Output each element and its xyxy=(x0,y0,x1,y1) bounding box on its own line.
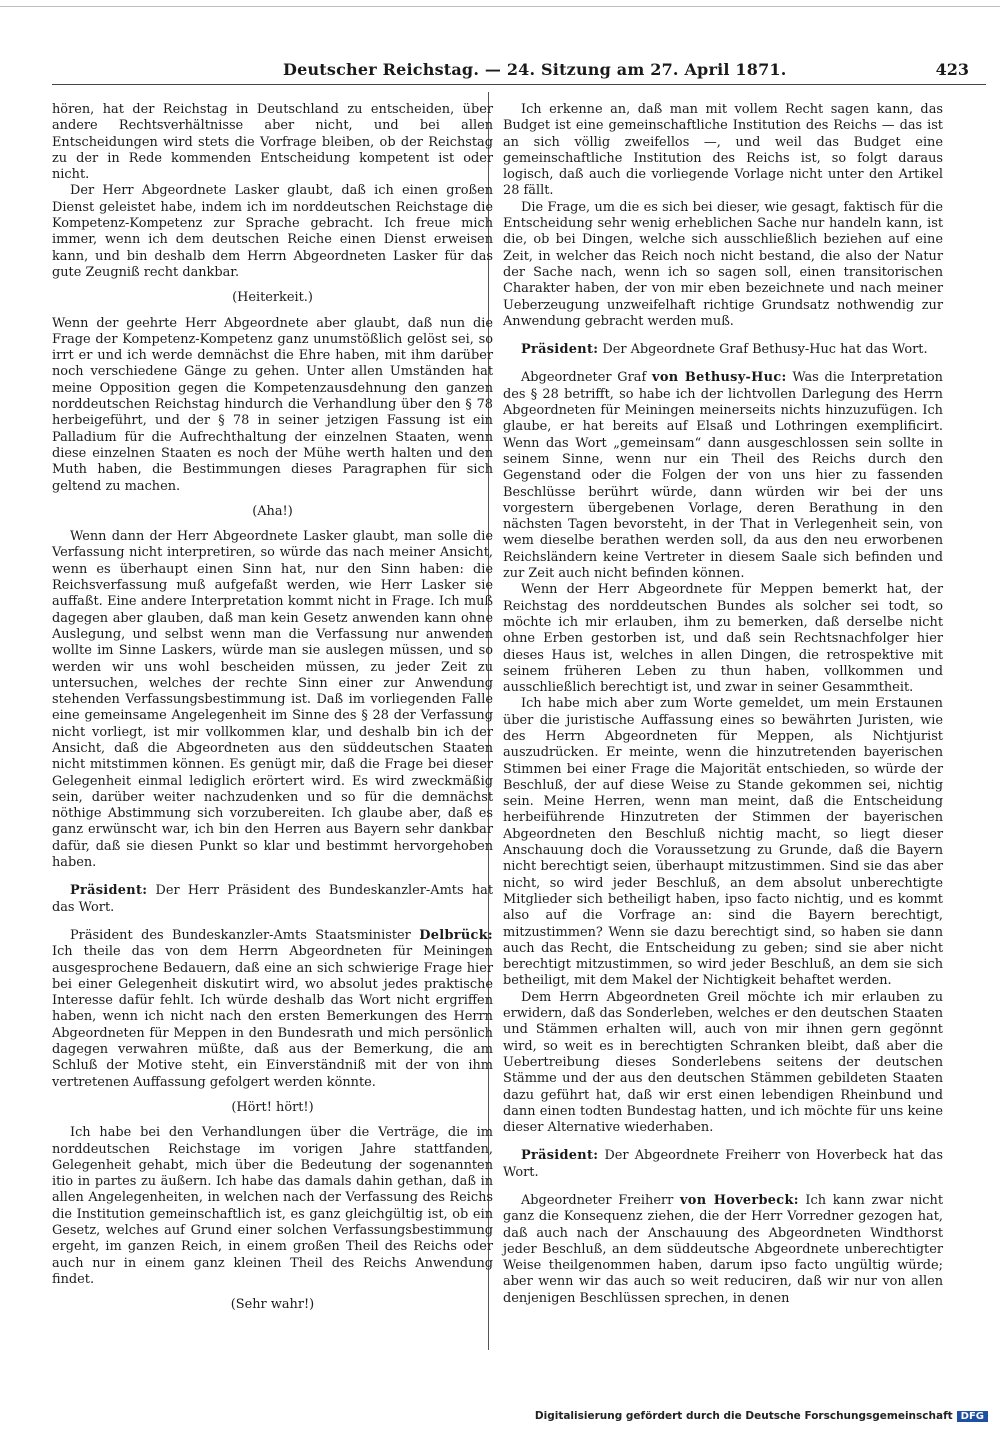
paragraph: Ich habe mich aber zum Worte gemeldet, um mein Erstaunen über die juristische Auffassung eines so bewährten Juristen, wie des Herrn Abgeordneten für Meppen, als Nichtjurist auszudrücken. Er meinte, wenn die hinzutretenden bayerischen Stimmen bei einer Frage die Majorität entschieden, so würde der Beschluß, der auf diese Weise zu Stande gekommen sei, nichtig sein. Meine Herren, wenn man meint, daß die Entscheidung herbeiführende Hinzutreten der Stimmen der bayerischen Abgeordneten den Beschluß nichtig macht, so liegt dieser Anschauung doch die Voraussetzung zu Grunde, daß die Bayern nicht berechtigt seien, überhaupt mitzustimmen. Sind sie das aber nicht, so wird jeder Beschluß, an dem absolut unberechtigte Mitglieder sich betheiligt haben, ipso facto nichtig, und es kommt also auf die Vorfrage an: sind die Bayern berechtigt, mitzustimmen? Wenn sie dazu berechtigt sind, so haben sie dann auch das Recht, die Entscheidung zu geben; sind sie aber nicht berechtigt mitzustimmen, so wird jeder Beschluß, an dem sie sich betheiligt, mit dem Makel der Nichtigkeit behaftet werden. xyxy=(503,696,943,989)
remark: (Hört! hört!) xyxy=(231,1099,314,1115)
speaker-paragraph xyxy=(52,928,493,1091)
speaker-paragraph xyxy=(503,1148,943,1181)
paragraph: Ich erkenne an, daß man mit vollem Recht sagen kann, das Budget ist eine gemeinschaftliche Institution des Reichs — das ist an sich völlig zweifellos —, und weil das Budget eine gemeinschaftliche Institution des Reichs ist, so folgt daraus logisch, daß auch die vorliegende Vorlage nicht unter den Artikel 28 fällt. xyxy=(503,102,943,199)
scan-edge xyxy=(0,0,1000,7)
paragraph: Die Frage, um die es sich bei dieser, wie gesagt, faktisch für die Entscheidung sehr wenig erheblichen Sache nur handeln kann, ist die, ob bei Dingen, welche sich ausschließlich beziehen auf eine Zeit, in welcher das Reich noch nicht bestand, die also der Natur der Sache nach, wenn ich so sagen soll, einen transitorischen Charakter haben, der von mir eben bezeichnete und nach meiner Ueberzeugung unzweifelhaft richtige Grundsatz nothwendig zur Anwendung gebracht werden muß. xyxy=(503,199,943,329)
speech-text: Der Abgeordnete Graf Bethusy-Huc hat das Wort. xyxy=(598,342,928,358)
speaker-paragraph xyxy=(503,370,943,582)
speaker-name: Präsident: xyxy=(521,342,599,358)
header-rule xyxy=(52,84,986,85)
paragraph: Wenn dann der Herr Abgeordnete Lasker glaubt, man solle die Verfassung nicht interpretiren, so würde das nach meiner Ansicht, wenn es überhaupt einen Sinn hat, nur den Sinn haben: die Reichsverfassung muß aufgefaßt werden, wie Herr Lasker sie auffaßt. Eine andere Interpretation kommt nicht in Frage. Ich muß dagegen aber glauben, daß man kein Gesetz anwenden kann ohne Auslegung, und selbst wenn man die Verfassung nur anwenden wollte im Sinne Laskers, würde man sie auslegen müssen, und so werden wir uns wohl bescheiden müssen, zu jeder Zeit zu untersuchen, welches der rechte Sinn einer zur Anwendung stehenden Verfassungsbestimmung ist. Daß im vorliegenden Falle eine gemeinsame Angelegenheit im Sinne des § 28 der Verfassung nicht vorliegt, ist mir vollkommen klar, und deshalb bin ich der Ansicht, daß die Abgeordneten aus den süddeutschen Staaten nicht mitstimmen können. Es genügt mir, daß die Frage bei dieser Gelegenheit einmal lediglich erörtert wird. Es wird zweckmäßig sein, darüber weiter nachzudenken und so für die demnächst nöthige Abstimmung sich vorzubereiten. Ich glaube aber, daß es ganz erwünscht war, ich bin den Herren aus Bayern sehr dankbar dafür, daß sie diesen Punkt so klar und bestimmt hervorgehoben haben. xyxy=(52,529,493,871)
paragraph: Der Herr Abgeordnete Lasker glaubt, daß ich einen großen Dienst geleistet habe, indem ich im norddeutschen Reichstage die Kompetenz-Kompetenz zur Sprache gebracht. Ich freue mich immer, wenn ich dem deutschen Reiche einen Dienst erweisen kann, und bin deshalb dem Herrn Abgeordneten Lasker für das gute Zeugniß recht dankbar. xyxy=(52,183,493,280)
dfg-logo: DFG xyxy=(957,1411,988,1422)
paragraph: Wenn der Herr Abgeordnete für Meppen bemerkt hat, der Reichstag des norddeutschen Bundes als solcher sei todt, so möchte ich mir erlauben, ihm zu bemerken, daß derselbe nicht ohne Erben gestorben ist, und daß sein Rechtsnachfolger hier dieses Haus ist, welches in allen Dingen, die retrospektive mit seinem früheren Leben zu thun haben, vollkommen und ausschließlich berechtigt ist, und zwar in seiner Gesammtheit. xyxy=(503,582,943,696)
left-column xyxy=(52,102,493,1322)
speaker-paragraph xyxy=(52,883,493,916)
speaker-name: Delbrück: xyxy=(419,927,493,943)
paragraph: hören, hat der Reichstag in Deutschland zu entscheiden, über andere Rechtsverhältnisse aber nicht, und bei allen Entscheidungen wird stets die Vorfrage bleiben, ob der Reichstag zu der in Rede kommenden Entscheidung kompetent ist oder nicht. xyxy=(52,102,493,183)
remark: (Heiterkeit.) xyxy=(232,290,313,306)
speech-text: Was die Interpretation des § 28 betrifft, so habe ich der lichtvollen Darlegung des Herrn Abgeordneten für Meiningen meinerseits nichts hinzuzufügen. Ich glaube, er hat bereits auf Elsaß und Lothringen exemplificirt. Wenn das Wort „gemeinsam“ dann ausgeschlossen sein sollte in seinem Sinne, wenn nur ein Theil des Reichs durch den Gegenstand oder die Folgen der von uns hier zu fassenden Beschlüsse berührt würde, dann würden wir bei der uns vorgestern übergebenen Vorlage, deren Berathung in den nächsten Tagen bevorsteht, in der That in Verlegenheit sein, von wem dieselbe berathen werden soll, da aus den neu erworbenen Reichsländern keine Vertreter in diesem Saale sich befinden und zur Zeit auch nicht befinden können. xyxy=(503,370,943,582)
speech-text: Der Herr Präsident des Bundeskanzler-Amts hat das Wort. xyxy=(52,883,493,915)
paragraph: Dem Herrn Abgeordneten Greil möchte ich mir erlauben zu erwidern, daß das Sonderleben, welches er den deutschen Staaten und Stämmen erhalten will, auch von mir ihnen gern gegönnt wird, so weit es in berechtigten Schranken bleibt, daß aber die Uebertreibung dieses Sonderlebens seitens der deutschen Stämme und der aus den deutschen Stämmen gebildeten Staaten dazu geführt hat, daß wir erst einen lebendigen Rheinbund und dann einen todten Bundestag hatten, und ich möchte für uns keine dieser Alternative wiederhaben. xyxy=(503,989,943,1136)
speaker-intro: Abgeordneter Graf xyxy=(521,370,653,386)
remark: (Aha!) xyxy=(252,503,293,519)
page-number: 423 xyxy=(935,60,969,79)
remark: (Sehr wahr!) xyxy=(230,1297,315,1313)
speaker-name: Präsident: xyxy=(521,1148,599,1164)
paragraph: Wenn der geehrte Herr Abgeordnete aber glaubt, daß nun die Frage der Kompetenz-Kompetenz ganz unumstößlich gelöst sei, so irrt er und ich werde demnächst die Ehre haben, mit ihm darüber noch verschiedene Gänge zu gehen. Unter allen Umständen hat meine Opposition gegen die Kompetenzausdehnung den ganzen norddeutschen Reichstag hindurch die Verhandlung über den § 78 herbeigeführt, und der § 78 in seiner jetzigen Fassung ist ein Palladium für die Aufrechthaltung der einzelnen Staaten, wenn diese einzelnen Staaten es noch der Mühe werth halten und den Muth haben, die Bestimmungen dieses Paragraphen für sich geltend zu machen. xyxy=(52,315,493,494)
digitization-credit xyxy=(535,1410,988,1422)
speech-text: Ich kann zwar nicht ganz die Konsequenz ziehen, die der Herr Vorredner gezogen hat, daß auch nach der Anschauung des Abgeordneten Windthorst jeder Beschluß, an dem süddeutsche Abgeordnete unberechtigter Weise theilgenommen haben, darum ipso facto ungültig würde; aber wenn wir das auch so weit reduciren, daß wir nur von allen denjenigen Beschlüssen sprechen, in denen xyxy=(503,1193,943,1306)
speech-text: Der Abgeordnete Freiherr von Hoverbeck hat das Wort. xyxy=(503,1148,943,1180)
speaker-intro: Präsident des Bundeskanzler-Amts Staatsminister xyxy=(70,927,420,943)
credit-text: Digitalisierung gefördert durch die Deutsche Forschungsgemeinschaft xyxy=(534,1410,953,1422)
speaker-name: von Hoverbeck: xyxy=(680,1193,799,1208)
running-title: Deutscher Reichstag. — 24. Sitzung am 27. April 1871. xyxy=(283,60,787,79)
speaker-paragraph xyxy=(503,1193,943,1307)
right-column xyxy=(503,102,943,1307)
speaker-paragraph xyxy=(503,342,943,358)
speaker-name: Präsident: xyxy=(70,883,148,899)
page-header xyxy=(283,60,983,84)
speaker-name: von Bethusy-Huc: xyxy=(652,370,787,386)
paragraph: Ich habe bei den Verhandlungen über die Verträge, die im norddeutschen Reichstage im vorigen Jahre stattfanden, Gelegenheit gehabt, mich über die Bedeutung der sogenannten itio in partes zu äußern. Ich habe das damals dahin gethan, daß in allen Angelegenheiten, in welchen nach der Verfassung des Reichs die Institution gemeinschaftlich ist, es ganz gleichgültig ist, ob ein Gesetz, welches auf Grund einer solchen Verfassungsbestimmung ergeht, im ganzen Reich, in einem großen Theil des Reichs oder auch nur in einem ganz kleinen Theil des Reichs Anwendung findet. xyxy=(52,1125,493,1287)
speaker-intro: Abgeordneter Freiherr xyxy=(521,1193,680,1208)
speech-text: Ich theile das von dem Herrn Abgeordneten für Meiningen ausgesprochene Bedauern, daß eine an sich schwierige Frage hier bei einer Gelegenheit diskutirt wird, wo absolut jedes praktische Interesse dafür fehlt. Ich würde deshalb das Wort nicht ergriffen haben, wenn ich nicht nach den ersten Bemerkungen des Herrn Abgeordneten für Meppen in den Bundesrath und mich persönlich dagegen verwahren müßte, daß aus der Bemerkung, die am Schluß der Motive steht, ein Einverständniß mit der von ihm vertretenen Auffassung gefolgert werden könnte. xyxy=(52,944,493,1090)
